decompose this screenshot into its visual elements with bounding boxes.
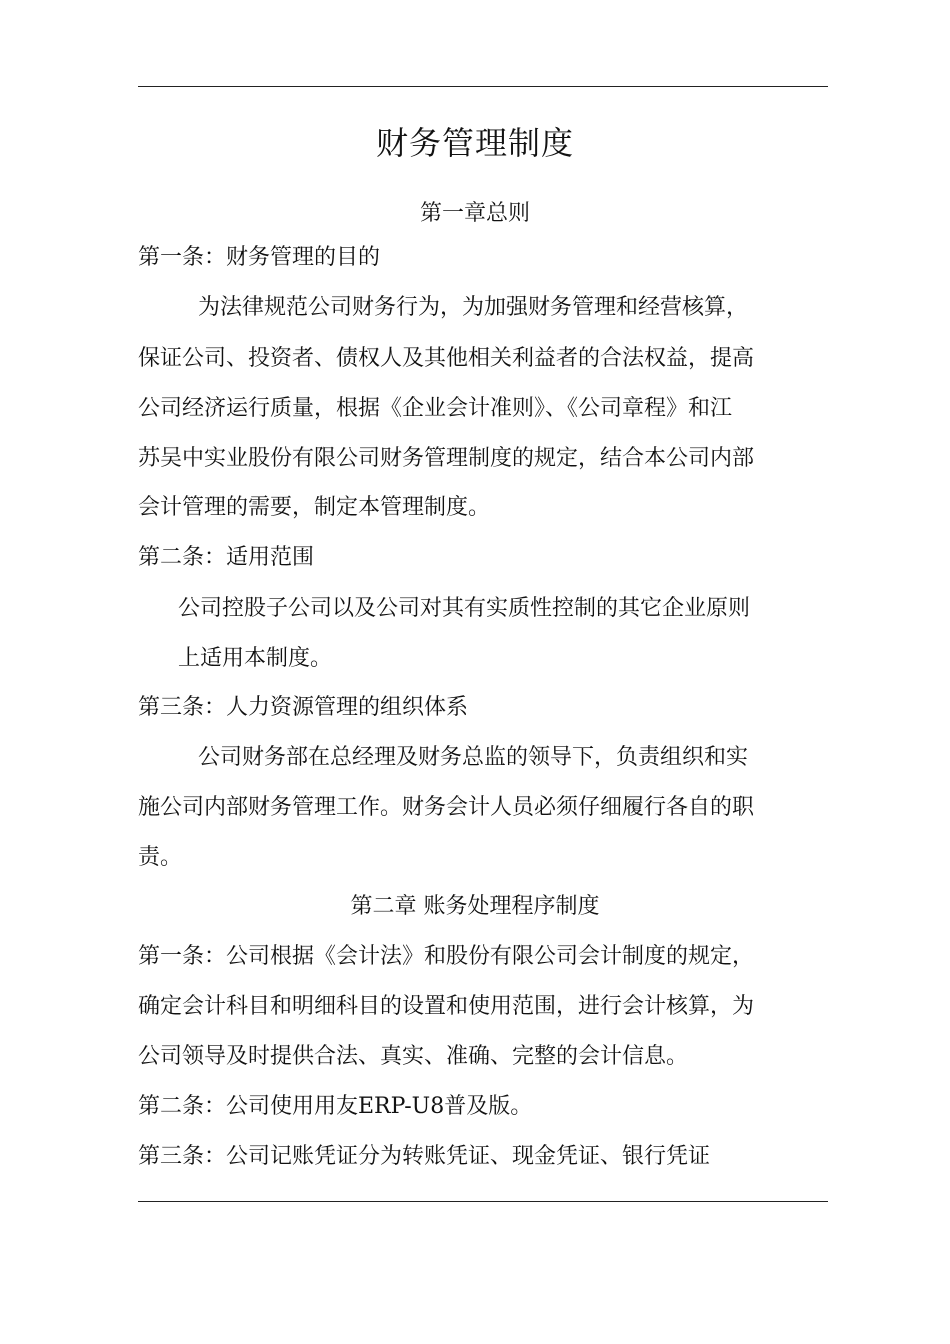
article-1-heading: 第一条：财务管理的目的: [138, 245, 381, 270]
article-1-line: 为法律规范公司财务行为，为加强财务管理和经营核算，: [198, 295, 749, 320]
article-2-line: 公司控股子公司以及公司对其有实质性控制的其它企业原则: [178, 596, 751, 621]
article-1-line: 保证公司、投资者、债权人及其他相关利益者的合法权益，提高: [138, 346, 755, 371]
article-2-heading: 第二条：适用范围: [138, 545, 315, 570]
chapter-2-article-2: 第二条：公司使用用友ERP-U8普及版。: [138, 1094, 533, 1119]
chapter-2-article-3: 第三条：公司记账凭证分为转账凭证、现金凭证、银行凭证: [138, 1144, 711, 1169]
article-2-line: 上适用本制度。: [178, 646, 333, 671]
chapter-2-article-1-line: 第一条：公司根据《会计法》和股份有限公司会计制度的规定，: [138, 944, 755, 969]
article-3-line: 责。: [138, 845, 183, 870]
header-rule: [138, 86, 828, 87]
chapter-1-heading: 第一章总则: [419, 201, 530, 226]
article-1-line: 公司经济运行质量，根据《企业会计准则》、《公司章程》和江: [138, 396, 733, 421]
article-3-line: 施公司内部财务管理工作。财务会计人员必须仔细履行各自的职: [138, 795, 755, 820]
chapter-2-article-1-line: 确定会计科目和明细科目的设置和使用范围，进行会计核算，为: [138, 994, 755, 1019]
article-1-line: 苏吴中实业股份有限公司财务管理制度的规定，结合本公司内部: [138, 446, 755, 471]
chapter-2-article-1-line: 公司领导及时提供合法、真实、准确、完整的会计信息。: [138, 1044, 689, 1069]
article-3-line: 公司财务部在总经理及财务总监的领导下，负责组织和实: [198, 745, 749, 770]
article-1-line: 会计管理的需要，制定本管理制度。: [138, 495, 491, 520]
chapter-2-heading: 第二章 账务处理程序制度: [350, 894, 600, 919]
article-3-heading: 第三条：人力资源管理的组织体系: [138, 695, 469, 720]
footer-rule: [138, 1201, 828, 1202]
document-title: 财务管理制度: [375, 124, 574, 162]
